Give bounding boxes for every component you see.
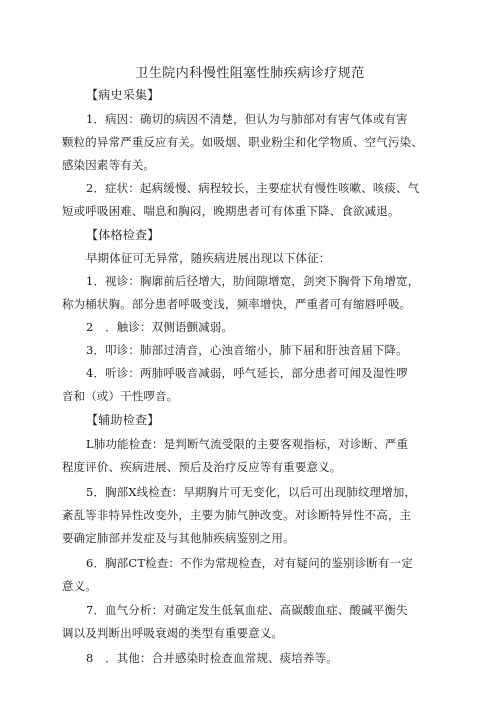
paragraph-line: 调以及判断出呼吸衰竭的类型有重要意义。 — [62, 626, 284, 640]
paragraph-line: 短或呼吸困难、喘息和胸闷，晚期患者可有体重下降、食欲减退。 — [62, 204, 400, 218]
paragraph-line: 称为桶状胸。部分患者呼吸变浅，频率增快，严重者可有缩唇呼吸。 — [62, 297, 412, 311]
paragraph-line: 紊乱等非特异性改变外，主要为肺气肿改变。对诊断特异性不高，主 — [62, 508, 412, 522]
paragraph-line: 感染因素等有关。 — [62, 158, 156, 172]
paragraph-line: 1．视诊：胸廓前后径增大，肋间隙增宽，剑突下胸骨下角增宽， — [86, 274, 420, 288]
document-title: 卫生院内科慢性阻塞性肺疾病诊疗规范 — [135, 66, 365, 81]
paragraph-line: 3．叩诊：肺部过清音，心浊音缩小，肺下届和肝浊音届下降。 — [86, 343, 408, 357]
paragraph-line: 6．胸部CT检查：不作为常规检查，对有疑问的鉴别诊断有一定 — [86, 556, 413, 570]
paragraph-line: 2 ．触诊：双侧语颤减弱。 — [86, 320, 234, 334]
paragraph-line: 1．病因：确切的病因不清楚，但认为与肺部对有害气体或有害 — [86, 112, 408, 126]
paragraph-line: 早期体征可无异常，随疾病进展出现以下体征： — [86, 251, 331, 265]
section-heading-history: 【病史采集】 — [86, 88, 160, 102]
section-heading-auxiliary-exam: 【辅助检查】 — [86, 413, 160, 427]
paragraph-line: 意义。 — [62, 579, 97, 593]
paragraph-line: 4．听诊：两肺呼吸音减弱，呼气延长，部分患者可闻及湿性啰 — [86, 366, 408, 380]
paragraph-line: L肺功能检查：是判断气流受限的主要客观指标，对诊断、严重 — [86, 437, 409, 451]
paragraph-line: 程度评价、疾病进展、预后及治疗反应等有重要意义。 — [62, 460, 342, 474]
section-heading-physical-exam: 【体格检查】 — [86, 228, 160, 242]
paragraph-line: 8 ．其他：合并感染时检查血常规、痰培养等。 — [86, 651, 338, 665]
paragraph-line: 要确定肺部并发症及与其他肺疾病鉴别之用。 — [62, 531, 295, 545]
paragraph-line: 2．症状：起病缓慢、病程较长，主要症状有慢性咳嗽、咳痰、气 — [86, 181, 420, 195]
paragraph-line: 7．血气分析：对确定发生低氧血症、高碳酸血症、酸碱平衡失 — [86, 603, 408, 617]
paragraph-line: 颗粒的异常严重反应有关。如吸烟、职业粉尘和化学物质、空气污染、 — [62, 135, 423, 149]
paragraph-line: 音和（或）干性啰音。 — [62, 389, 179, 403]
paragraph-line: 5．胸部X线检查：早期胸片可无变化，以后可出现肺纹理增加， — [86, 485, 417, 499]
